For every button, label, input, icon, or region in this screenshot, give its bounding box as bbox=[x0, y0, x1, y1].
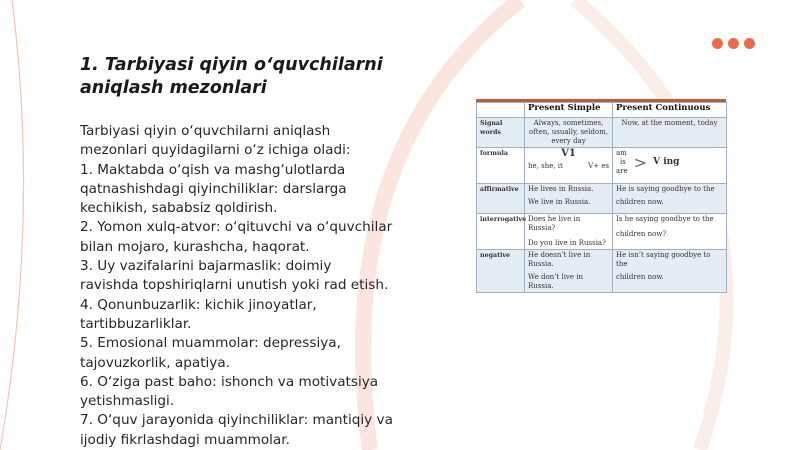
row-label: Signal words bbox=[477, 118, 525, 148]
row-label: interrogative bbox=[477, 214, 525, 250]
example-sentence: We don’t live in Russia. bbox=[528, 273, 584, 290]
body-line: tajovuzkorlik, apatiya. bbox=[80, 354, 231, 371]
body-line: Tarbiyasi qiyin o‘quvchilarni aniqlash bbox=[80, 123, 331, 139]
row-label: formula bbox=[477, 148, 525, 184]
example-sentence: He isn’t saying goodbye to the bbox=[616, 251, 711, 268]
grammar-table bbox=[476, 102, 727, 293]
row-label: affirmative bbox=[477, 184, 525, 214]
example-sentence: Do you live in Russia? bbox=[528, 239, 606, 247]
accent-dot bbox=[744, 38, 755, 49]
accent-dot bbox=[712, 38, 723, 49]
table-cell bbox=[613, 184, 727, 214]
body-line: bilan mojaro, kurashcha, haqorat. bbox=[80, 238, 310, 255]
aux-verb: is bbox=[620, 158, 626, 166]
formula-es: V+ es bbox=[588, 162, 609, 170]
example-sentence: children now. bbox=[616, 198, 664, 206]
slide-body bbox=[80, 122, 425, 450]
formula-ving: V ing bbox=[653, 157, 680, 167]
row-label: negative bbox=[477, 250, 525, 293]
table-cell: Always, sometimes, often, usually, seldom, every day bbox=[525, 118, 613, 148]
title-line: aniqlash mezonlari bbox=[80, 78, 267, 98]
table-cell bbox=[525, 250, 613, 293]
example-sentence: He doesn’t live in Russia. bbox=[528, 251, 591, 268]
brace-icon: > bbox=[633, 152, 648, 172]
body-line: 3. Uy vazifalarini bajarmaslik: doimiy bbox=[80, 258, 332, 275]
accent-dots bbox=[712, 38, 755, 49]
table-row bbox=[477, 118, 727, 148]
aux-verb: am bbox=[616, 149, 627, 157]
body-line: 4. Qonunbuzarlik: kichik jinoyatlar, bbox=[80, 296, 317, 313]
body-line: 5. Emosional muammolar: depressiya, bbox=[80, 335, 341, 352]
table-header-cell bbox=[477, 103, 525, 118]
aux-verb: are bbox=[616, 167, 628, 175]
example-sentence: children now. bbox=[616, 273, 664, 281]
table-cell bbox=[525, 148, 613, 184]
table-cell: Now, at the moment, today bbox=[613, 118, 727, 148]
table-row bbox=[477, 148, 727, 184]
slide-title bbox=[80, 54, 410, 100]
formula-v1: V1 bbox=[561, 148, 576, 159]
table-row bbox=[477, 214, 727, 250]
table-cell bbox=[525, 184, 613, 214]
body-line: 7. O‘quv jarayonida qiyinchiliklar: mantiqiy va bbox=[80, 412, 393, 429]
body-line: qatnashishdagi qiyinchiliklar: darslarga bbox=[80, 180, 347, 197]
formula-subject: he, she, it bbox=[528, 162, 563, 170]
table-cell bbox=[525, 214, 613, 250]
body-line: kechikish, sababsiz qoldirish. bbox=[80, 200, 278, 217]
body-line: mezonlari quyidagilarni o‘z ichiga oladi: bbox=[80, 142, 351, 159]
table-header-row bbox=[477, 103, 727, 118]
table-header-cell: Present Continuous bbox=[613, 103, 727, 118]
body-line: 1. Maktabda o‘qish va mashg‘ulotlarda bbox=[80, 161, 346, 178]
accent-dot bbox=[728, 38, 739, 49]
example-sentence: He is saying goodbye to the bbox=[616, 185, 715, 193]
example-sentence: Does he live in Russia? bbox=[528, 215, 581, 232]
title-line: 1. Tarbiyasi qiyin o‘quvchilarni bbox=[80, 55, 383, 75]
body-line: 6. O‘ziga past baho: ishonch va motivatsiya bbox=[80, 373, 379, 390]
body-line: ravishda topshiriqlarni unutish yoki rad etish. bbox=[80, 277, 389, 294]
body-line: 2. Yomon xulq-atvor: o‘qituvchi va o‘quvchilar bbox=[80, 219, 393, 236]
table-cell bbox=[613, 148, 727, 184]
example-sentence: children now? bbox=[616, 230, 667, 238]
example-sentence: We live in Russia. bbox=[528, 198, 591, 206]
grammar-table-image bbox=[476, 99, 726, 290]
table-row bbox=[477, 250, 727, 293]
table-header-cell: Present Simple bbox=[525, 103, 613, 118]
table-cell bbox=[613, 214, 727, 250]
table-cell bbox=[613, 250, 727, 293]
body-line: ijodiy fikrlashdagi muammolar. bbox=[80, 431, 290, 448]
body-line: tartibbuzarliklar. bbox=[80, 315, 192, 332]
body-line: yetishmasligi. bbox=[80, 393, 175, 410]
example-sentence: He lives in Russia. bbox=[528, 185, 594, 193]
table-row bbox=[477, 184, 727, 214]
example-sentence: Is he saying goodbye to the bbox=[616, 215, 714, 223]
